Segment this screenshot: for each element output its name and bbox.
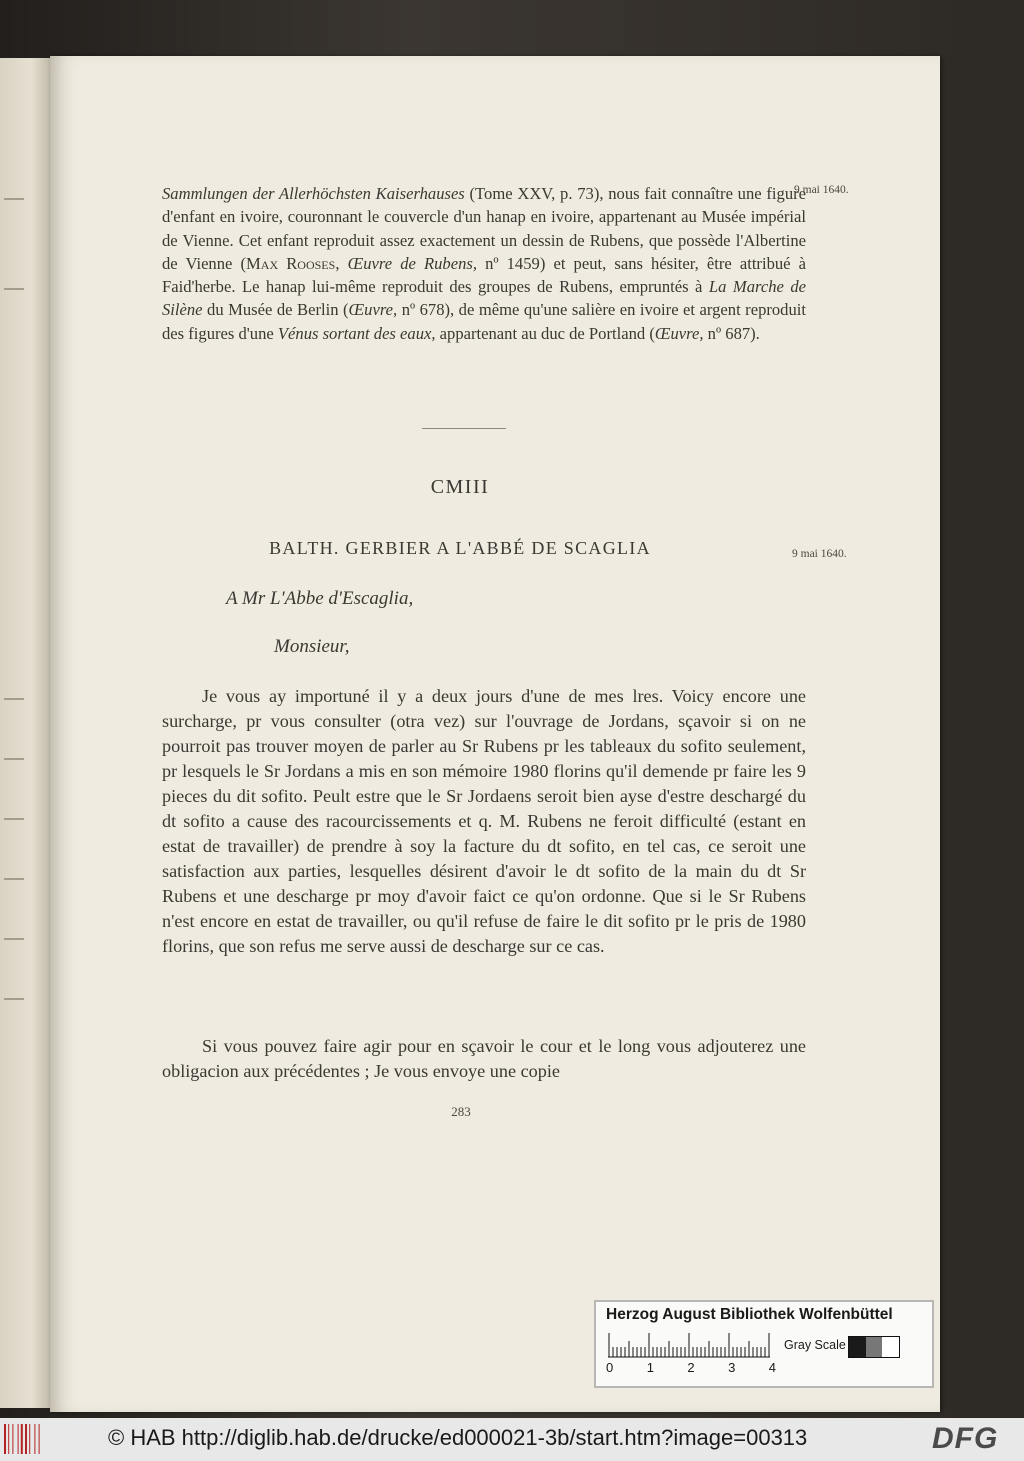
ink-bleed-mark bbox=[4, 758, 24, 760]
work-title: Vénus sortant des eaux, bbox=[277, 323, 436, 343]
barcode-bar bbox=[21, 1424, 23, 1454]
author-name: Max Rooses bbox=[246, 253, 336, 273]
barcode-bar bbox=[4, 1424, 6, 1454]
ruler-number: 1 bbox=[646, 1360, 654, 1375]
letter-paragraph: Je vous ay importuné il y a deux jours d'une de mes lres. Voicy encore une surcharge, pr vous consulter (otra vez) sur l'ouvrage de Jordans, sçavoir si on ne pourroit pas trouver moyen de parler au Sr Rubens pr les tableaux du sofito seulement, pr lesquels le Sr Jordans a mis en son mémoire 1980 florins qu'il demende pr faire les 9 pieces du dit sofito. Peult estre que le Sr Jordaens seroit bien ayse d'estre deschargé du dt sofito a cause des racourcissements et q. M. Rubens ne feroit difficulté (estant en estat de travailler) de prendre à soy la facture du dt sofito, en tel cas, ce seroit une satisfaction aux parties, lesquelles désirent d'avoir le dt sofito de la main du dt Sr Rubens et une descharge pr moy d'avoir faict ce qu'on ordonne. Que si le Sr Rubens n'est encore en estat de travailler, ou qu'il refuse de faire le dit sofito pr le pris de 1980 florins, que son refus me serve aussi de descharge sur ce cas. bbox=[162, 686, 806, 956]
ruler-number: 4 bbox=[768, 1360, 776, 1375]
ruler-number: 2 bbox=[687, 1360, 695, 1375]
text-run: (Tome XXV, p. 73), nous fait connaître une figure d'enfant en ivoire, couronnant le couvercle d'un hanap en ivoire, appartenant au Musée impérial de Vienne. Cet enfant reproduit assez exactement un dessin de Rubens, que possède l'Albertine de Vienne ( bbox=[162, 184, 807, 273]
work-title: La Marche de Silène bbox=[162, 277, 806, 320]
letter-title: BALTH. GERBIER A L'ABBÉ DE SCAGLIA bbox=[269, 538, 651, 558]
text-run: nº 1459) et peut, sans hésiter, être attribué à Faid'herbe. Le hanap lui-même reproduit des groupes de Rubens, empruntés à bbox=[162, 253, 806, 297]
barcode-bar bbox=[34, 1424, 35, 1454]
source-url[interactable]: © HAB http://diglib.hab.de/drucke/ed000021-3b/start.htm?image=00313 bbox=[108, 1425, 808, 1450]
barcode-bar bbox=[18, 1424, 19, 1454]
ink-bleed-mark bbox=[4, 698, 24, 700]
text-run: , bbox=[335, 253, 348, 273]
barcode-bar bbox=[12, 1424, 13, 1454]
ruler-icon bbox=[608, 1332, 770, 1358]
work-title: Œuvre, bbox=[654, 323, 704, 343]
barcode-icon bbox=[4, 1424, 48, 1454]
ruler-number: 0 bbox=[606, 1360, 614, 1375]
gray-swatch bbox=[849, 1337, 866, 1357]
ink-bleed-mark bbox=[4, 818, 24, 820]
text-run: appartenant au duc de Portland ( bbox=[435, 323, 655, 343]
barcode-bar bbox=[29, 1424, 30, 1454]
margin-date: 9 mai 1640. bbox=[792, 548, 847, 560]
letter-address: A Mr L'Abbe d'Escaglia, bbox=[226, 588, 414, 609]
library-color-card bbox=[594, 1300, 934, 1388]
letter-paragraph: Si vous pouvez faire agir pour en sçavoir le cour et le long vous adjouterez une obligacion aux précédentes ; Je vous envoye une copie bbox=[162, 1036, 806, 1081]
section-number: CMIII bbox=[430, 476, 490, 498]
library-name: Herzog August Bibliothek Wolfenbüttel bbox=[606, 1306, 893, 1323]
letter-greeting: Monsieur, bbox=[274, 636, 350, 657]
margin-date: 9 mai 1640. bbox=[794, 184, 849, 196]
section-divider bbox=[422, 428, 506, 429]
dfg-logo: DFG bbox=[932, 1422, 999, 1455]
ruler-numbers bbox=[606, 1360, 776, 1375]
barcode-bar bbox=[39, 1424, 40, 1454]
facing-page-edge bbox=[0, 58, 52, 1408]
page-number: 283 bbox=[451, 1104, 471, 1119]
gray-swatch bbox=[882, 1337, 899, 1357]
ruler-number: 3 bbox=[728, 1360, 736, 1375]
book-page bbox=[50, 56, 940, 1412]
ink-bleed-mark bbox=[4, 938, 24, 940]
journal-title: Sammlungen der Allerhöchsten Kaiserhauses bbox=[162, 184, 465, 203]
work-title: Œuvre, bbox=[348, 300, 398, 320]
gray-swatch bbox=[866, 1337, 883, 1357]
text-run: nº 678), de même qu'une salière en ivoire et argent reproduit des figures d'une bbox=[162, 300, 806, 343]
gray-scale-swatches bbox=[848, 1336, 900, 1358]
barcode-bar bbox=[8, 1424, 9, 1454]
work-title: Œuvre de Rubens, bbox=[347, 253, 477, 273]
viewer-footer bbox=[0, 1418, 1024, 1461]
continued-paragraph bbox=[162, 182, 806, 345]
text-run: nº 687). bbox=[703, 323, 760, 343]
ink-bleed-mark bbox=[4, 878, 24, 880]
ink-bleed-mark bbox=[4, 198, 24, 200]
barcode-bar bbox=[25, 1424, 27, 1454]
gray-scale-label: Gray Scale bbox=[784, 1338, 846, 1352]
ink-bleed-mark bbox=[4, 998, 24, 1000]
ink-bleed-mark bbox=[4, 288, 24, 290]
text-run: du Musée de Berlin ( bbox=[202, 300, 349, 320]
